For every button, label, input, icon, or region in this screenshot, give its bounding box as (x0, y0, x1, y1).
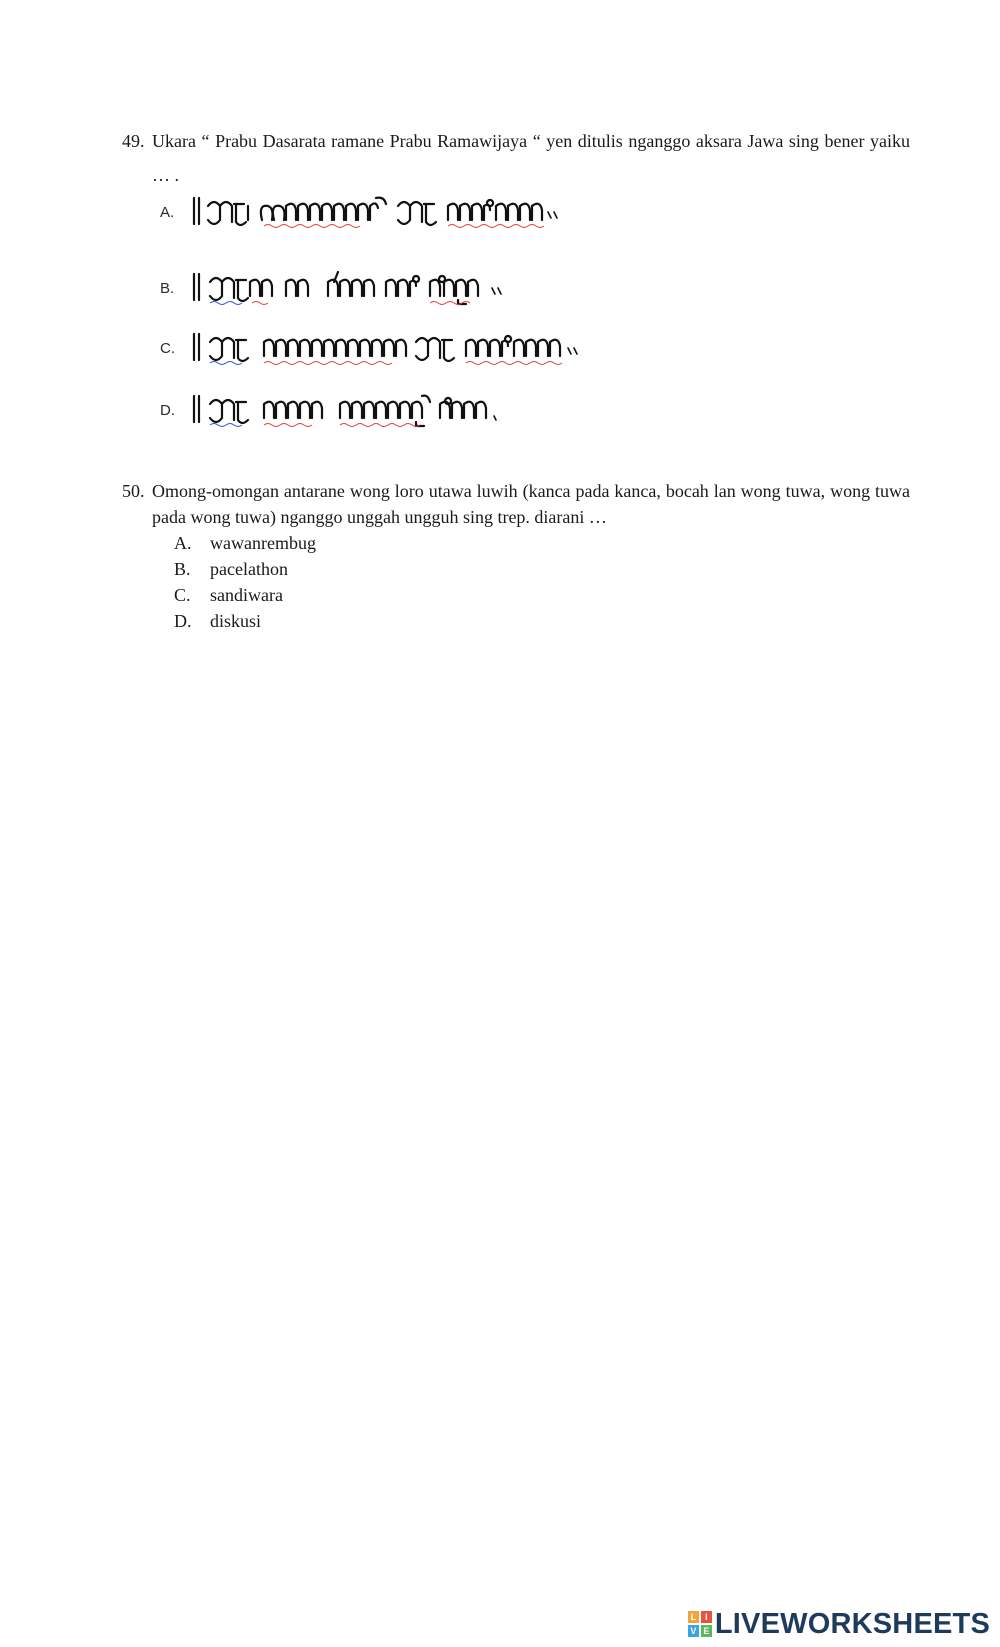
logo-text: LIVEWORKSHEETS (714, 1607, 990, 1640)
option-letter: D. (174, 611, 192, 631)
question-text: Ukara “ Prabu Dasarata ramane Prabu Ramawijaya “ yen ditulis nganggo aksara Jawa sing bener yaiku … . (152, 131, 910, 185)
option-50-b[interactable] (174, 556, 316, 582)
option-50-c[interactable] (174, 582, 316, 608)
option-50-d[interactable] (174, 608, 316, 634)
liveworksheets-logo (688, 1607, 990, 1641)
javanese-script-image (190, 328, 590, 368)
question-text: Omong-omongan antarane wong loro utawa luwih (kanca pada kanca, bocah lan wong tuwa, wong tuwa pada wong tuwa) nganggo unggah ungguh sing trep. diarani … (152, 481, 910, 527)
javanese-script-image (190, 192, 570, 232)
question-number: 50. (122, 481, 145, 501)
question-50 (122, 478, 910, 530)
option-49-b[interactable] (160, 268, 570, 308)
logo-mark-tile: V (688, 1625, 699, 1637)
logo-mark-tile: E (701, 1625, 712, 1637)
option-label: pacelathon (210, 559, 288, 579)
logo-mark-tile: I (701, 1611, 712, 1623)
logo-mark-tile: L (688, 1611, 699, 1623)
option-label: sandiwara (210, 585, 283, 605)
logo-mark-icon (688, 1611, 712, 1637)
option-letter: C. (174, 585, 191, 605)
option-label: diskusi (210, 611, 262, 631)
option-49-d[interactable] (160, 390, 520, 430)
question-number: 49. (122, 131, 145, 151)
option-letter: D. (160, 401, 175, 419)
question-49 (122, 124, 910, 192)
option-letter: B. (174, 559, 191, 579)
option-49-a[interactable] (160, 192, 570, 232)
question-50-options (174, 530, 316, 634)
javanese-script-image (190, 268, 570, 308)
option-letter: B. (160, 279, 175, 297)
option-letter: C. (160, 339, 175, 357)
option-49-c[interactable] (160, 328, 590, 368)
option-50-a[interactable] (174, 530, 316, 556)
javanese-script-image (190, 390, 520, 430)
option-letter: A. (174, 533, 192, 553)
option-label: wawanrembug (210, 533, 316, 553)
option-letter: A. (160, 203, 175, 221)
